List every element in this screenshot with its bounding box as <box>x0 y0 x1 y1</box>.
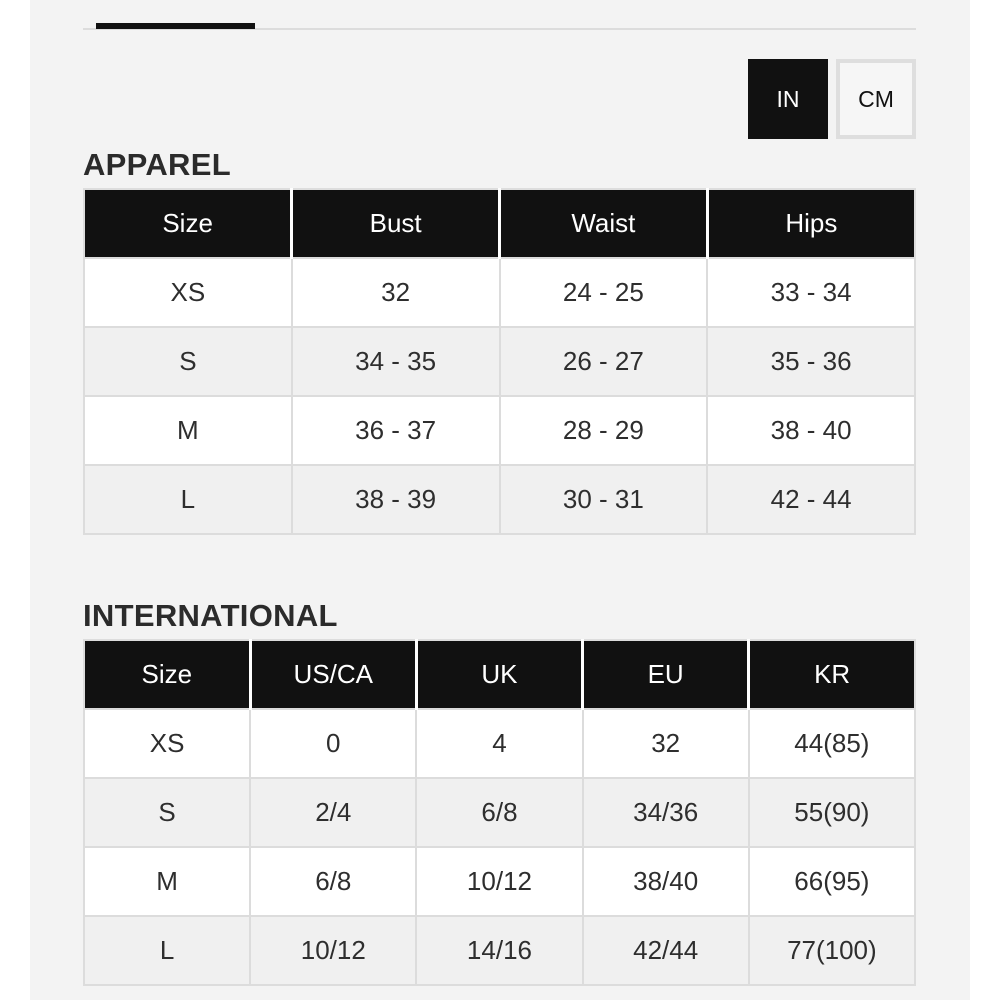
column-header: EU <box>583 640 749 709</box>
table-cell: 6/8 <box>416 778 582 847</box>
active-tab-indicator[interactable] <box>96 23 255 29</box>
table-cell: S <box>84 778 250 847</box>
table-cell: 10/12 <box>250 916 416 985</box>
table-cell: 42/44 <box>583 916 749 985</box>
table-cell: 38/40 <box>583 847 749 916</box>
table-cell: 55(90) <box>749 778 915 847</box>
table-cell: M <box>84 396 292 465</box>
table-cell: 44(85) <box>749 709 915 778</box>
column-header: Hips <box>707 189 915 258</box>
table-cell: 38 - 40 <box>707 396 915 465</box>
table-cell: 24 - 25 <box>500 258 708 327</box>
table-cell: 30 - 31 <box>500 465 708 534</box>
column-header: Bust <box>292 189 500 258</box>
table-cell: 36 - 37 <box>292 396 500 465</box>
table-cell: L <box>84 916 250 985</box>
table-cell: 38 - 39 <box>292 465 500 534</box>
international-size-table <box>83 639 916 986</box>
table-cell: 26 - 27 <box>500 327 708 396</box>
table-row <box>84 396 915 465</box>
table-cell: 77(100) <box>749 916 915 985</box>
table-row <box>84 258 915 327</box>
table-row <box>84 778 915 847</box>
table-cell: S <box>84 327 292 396</box>
column-header: Size <box>84 640 250 709</box>
column-header: Size <box>84 189 292 258</box>
table-row <box>84 916 915 985</box>
table-cell: 6/8 <box>250 847 416 916</box>
table-cell: XS <box>84 258 292 327</box>
table-cell: 34 - 35 <box>292 327 500 396</box>
table-cell: 34/36 <box>583 778 749 847</box>
international-section-title: INTERNATIONAL <box>83 598 338 633</box>
apparel-size-table <box>83 188 916 535</box>
table-cell: 0 <box>250 709 416 778</box>
table-row <box>84 709 915 778</box>
table-cell: 2/4 <box>250 778 416 847</box>
table-cell: 42 - 44 <box>707 465 915 534</box>
table-cell: 32 <box>583 709 749 778</box>
table-cell: M <box>84 847 250 916</box>
table-cell: L <box>84 465 292 534</box>
unit-in-button[interactable]: IN <box>748 59 828 139</box>
table-header-row <box>84 189 915 258</box>
table-cell: 32 <box>292 258 500 327</box>
column-header: US/CA <box>250 640 416 709</box>
table-cell: 4 <box>416 709 582 778</box>
table-cell: 14/16 <box>416 916 582 985</box>
table-cell: XS <box>84 709 250 778</box>
apparel-section-title: APPAREL <box>83 147 231 182</box>
column-header: KR <box>749 640 915 709</box>
table-cell: 33 - 34 <box>707 258 915 327</box>
unit-cm-button[interactable]: CM <box>836 59 916 139</box>
table-row <box>84 327 915 396</box>
table-cell: 28 - 29 <box>500 396 708 465</box>
table-cell: 35 - 36 <box>707 327 915 396</box>
table-cell: 10/12 <box>416 847 582 916</box>
column-header: UK <box>416 640 582 709</box>
column-header: Waist <box>500 189 708 258</box>
table-row <box>84 847 915 916</box>
table-header-row <box>84 640 915 709</box>
table-cell: 66(95) <box>749 847 915 916</box>
table-row <box>84 465 915 534</box>
